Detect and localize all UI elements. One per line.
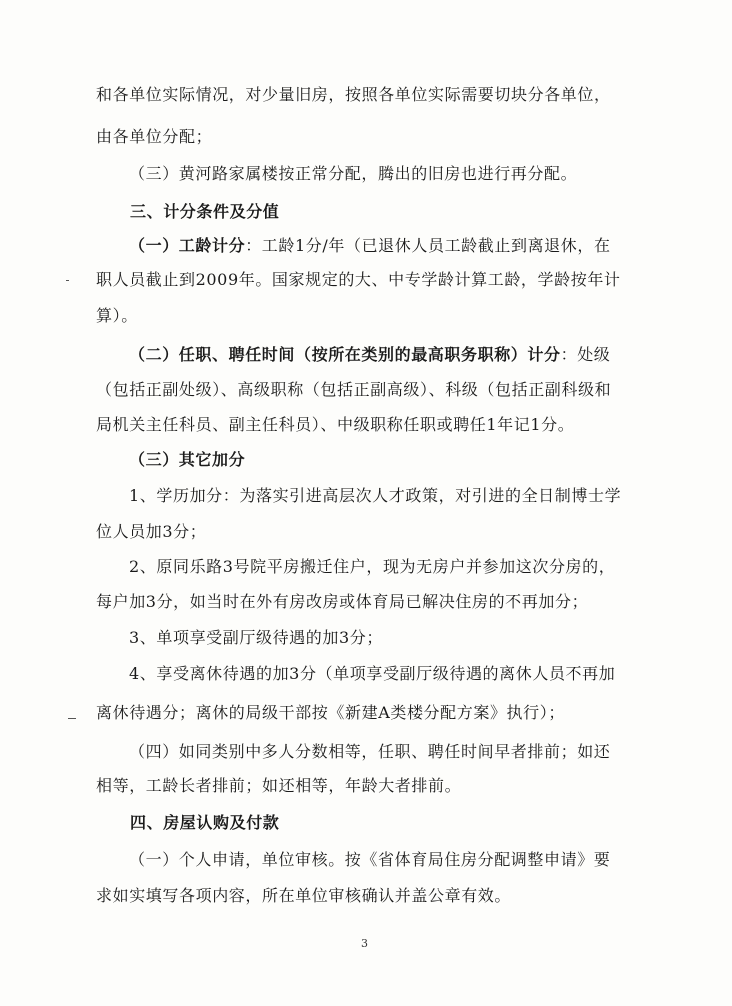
body-line: 每户加3分，如当时在外有房改房或体育局已解决住房的不再加分； — [96, 592, 589, 611]
body-line: 位人员加3分； — [96, 522, 207, 541]
subsection-heading: （二）任职、聘任时间（按所在类别的最高职务职称）计分 — [129, 345, 561, 364]
body-line: 由各单位分配； — [96, 127, 213, 146]
body-line: 2、原同乐路3号院平房搬迁住户，现为无房户并参加这次分房的， — [129, 557, 616, 576]
body-line: 相等，工龄长者排前；如还相等，年龄大者排前。 — [96, 776, 462, 795]
subsection-heading: （三）其它加分 — [129, 450, 246, 469]
body-line: 4、享受离休待遇的加3分（单项享受副厅级待遇的离休人员不再加 — [129, 664, 616, 683]
body-line: （四）如同类别中多人分数相等，任职、聘任时间早者排前；如还 — [129, 742, 611, 761]
page-number: 3 — [361, 937, 368, 950]
body-line: 1、学历加分：为落实引进高层次人才政策，对引进的全日制博士学 — [129, 486, 622, 505]
body-line: 求如实填写各项内容，所在单位审核确认并盖公章有效。 — [96, 886, 512, 905]
subsection-heading: （一）工龄计分 — [129, 236, 246, 255]
section-heading: 四、房屋认购及付款 — [130, 813, 280, 832]
body-line: 算）。 — [96, 306, 138, 325]
body-line: （三）黄河路家属楼按正常分配，腾出的旧房也进行再分配。 — [129, 164, 578, 183]
scan-mark — [68, 718, 76, 719]
scan-mark — [66, 280, 69, 281]
body-line: 局机关主任科员、副主任科员）、中级职称任职或聘任1年记1分。 — [96, 415, 575, 434]
body-line — [129, 236, 611, 256]
section-heading: 三、计分条件及分值 — [130, 202, 280, 221]
body-line: 和各单位实际情况，对少量旧房，按照各单位实际需要切块分各单位， — [96, 85, 611, 104]
body-line: 离休待遇分；离休的局级干部按《新建A类楼分配方案》执行）； — [96, 703, 565, 722]
body-line: 3、单项享受副厅级待遇的加3分； — [129, 628, 383, 647]
body-line — [129, 345, 610, 365]
body-line: （包括正副处级）、高级职称（包括正副高级）、科级（包括正副科级和 — [96, 380, 612, 399]
body-line: 职人员截止到2009年。国家规定的大、中专学龄计算工龄，学龄按年计 — [96, 270, 621, 289]
body-text: ：处级 — [560, 345, 611, 364]
body-line: （一）个人申请，单位审核。按《省体育局住房分配调整申请》要 — [129, 850, 611, 869]
body-text: ：工龄1分/年（已退休人员工龄截止到离退休，在 — [245, 236, 611, 255]
